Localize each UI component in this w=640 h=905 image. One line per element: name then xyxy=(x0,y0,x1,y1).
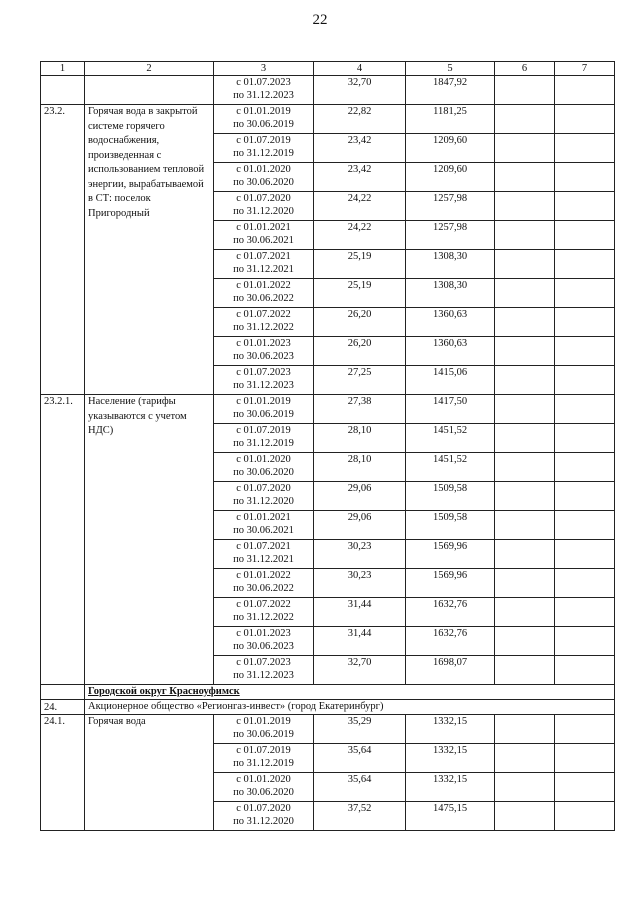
period-cell xyxy=(214,105,314,134)
period-cell xyxy=(214,569,314,598)
empty-cell xyxy=(495,279,555,308)
column-header: 3 xyxy=(214,62,314,76)
tariff-table xyxy=(40,61,615,831)
tariff-value: 1257,98 xyxy=(406,192,495,221)
tariff-value: 37,52 xyxy=(314,802,406,831)
tariff-value: 1257,98 xyxy=(406,221,495,250)
item-code: 23.2. xyxy=(41,105,85,395)
empty-cell xyxy=(495,598,555,627)
period-from: с 01.07.2022 xyxy=(236,309,291,320)
organization-row xyxy=(41,700,615,715)
empty-cell xyxy=(555,424,615,453)
tariff-value: 25,19 xyxy=(314,279,406,308)
column-header: 1 xyxy=(41,62,85,76)
period-from: с 01.01.2023 xyxy=(236,628,291,639)
period-cell xyxy=(214,221,314,250)
tariff-value: 1332,15 xyxy=(406,744,495,773)
empty-cell xyxy=(555,744,615,773)
period-from: с 01.07.2023 xyxy=(236,657,291,668)
tariff-value: 1308,30 xyxy=(406,250,495,279)
period-to: по 31.12.2022 xyxy=(233,322,294,333)
period-from: с 01.07.2021 xyxy=(236,251,291,262)
tariff-value: 1360,63 xyxy=(406,337,495,366)
period-cell xyxy=(214,598,314,627)
tariff-value: 26,20 xyxy=(314,337,406,366)
tariff-value: 1569,96 xyxy=(406,569,495,598)
period-cell xyxy=(214,337,314,366)
tariff-value: 1360,63 xyxy=(406,308,495,337)
period-to: по 31.12.2019 xyxy=(233,148,294,159)
tariff-value: 29,06 xyxy=(314,511,406,540)
tariff-value: 23,42 xyxy=(314,134,406,163)
item-name: Население (тарифы указываются с учетом НДС) xyxy=(85,395,214,685)
item-name: Горячая вода в закрытой системе горячего водоснабжения, произведенная с использованием тепловой энергии, вырабатываемой в СТ: поселок Пригородный xyxy=(85,105,214,395)
tariff-value: 32,70 xyxy=(314,656,406,685)
period-from: с 01.07.2020 xyxy=(236,803,291,814)
period-from: с 01.07.2022 xyxy=(236,599,291,610)
district-name: Городской округ Красноуфимск xyxy=(88,686,240,697)
period-to: по 30.06.2020 xyxy=(233,467,294,478)
tariff-value: 1509,58 xyxy=(406,482,495,511)
empty-cell xyxy=(495,308,555,337)
tariff-value: 25,19 xyxy=(314,250,406,279)
period-from: с 01.01.2023 xyxy=(236,338,291,349)
empty-cell xyxy=(555,250,615,279)
org-name: Акционерное общество «Регионгаз-инвест» (город Екатеринбург) xyxy=(85,700,615,715)
empty-cell xyxy=(555,105,615,134)
tariff-value: 28,10 xyxy=(314,424,406,453)
empty-cell xyxy=(495,773,555,802)
tariff-value: 35,64 xyxy=(314,773,406,802)
item-name xyxy=(85,76,214,105)
period-to: по 31.12.2019 xyxy=(233,438,294,449)
period-cell xyxy=(214,163,314,192)
column-number-row xyxy=(41,62,615,76)
period-to: по 30.06.2019 xyxy=(233,119,294,130)
period-from: с 01.01.2021 xyxy=(236,222,291,233)
empty-cell xyxy=(555,540,615,569)
tariff-value: 23,42 xyxy=(314,163,406,192)
period-cell xyxy=(214,192,314,221)
empty-cell xyxy=(555,627,615,656)
period-cell xyxy=(214,366,314,395)
tariff-value: 24,22 xyxy=(314,192,406,221)
empty-cell xyxy=(555,337,615,366)
empty-cell xyxy=(555,134,615,163)
column-header: 7 xyxy=(555,62,615,76)
empty-cell xyxy=(495,482,555,511)
empty-cell xyxy=(555,76,615,105)
table-row xyxy=(41,76,615,105)
empty-cell xyxy=(495,569,555,598)
period-cell xyxy=(214,656,314,685)
tariff-value: 1451,52 xyxy=(406,453,495,482)
period-cell xyxy=(214,627,314,656)
period-to: по 31.12.2020 xyxy=(233,206,294,217)
tariff-value: 22,82 xyxy=(314,105,406,134)
empty-cell xyxy=(555,802,615,831)
tariff-value: 35,29 xyxy=(314,715,406,744)
period-to: по 30.06.2023 xyxy=(233,351,294,362)
empty-cell xyxy=(495,337,555,366)
empty-cell xyxy=(495,424,555,453)
empty-cell xyxy=(555,511,615,540)
period-cell xyxy=(214,511,314,540)
period-to: по 31.12.2023 xyxy=(233,670,294,681)
period-cell xyxy=(214,715,314,744)
period-from: с 01.07.2020 xyxy=(236,193,291,204)
empty-cell xyxy=(495,540,555,569)
district-row xyxy=(41,685,615,700)
period-from: с 01.07.2019 xyxy=(236,425,291,436)
empty-cell xyxy=(555,773,615,802)
period-from: с 01.07.2020 xyxy=(236,483,291,494)
period-from: с 01.01.2022 xyxy=(236,280,291,291)
empty-cell xyxy=(555,395,615,424)
period-from: с 01.01.2020 xyxy=(236,454,291,465)
period-to: по 30.06.2019 xyxy=(233,409,294,420)
empty-cell xyxy=(495,221,555,250)
tariff-value: 1475,15 xyxy=(406,802,495,831)
period-from: с 01.07.2021 xyxy=(236,541,291,552)
tariff-value: 1209,60 xyxy=(406,163,495,192)
tariff-value: 1632,76 xyxy=(406,598,495,627)
period-from: с 01.01.2022 xyxy=(236,570,291,581)
period-cell xyxy=(214,802,314,831)
period-to: по 30.06.2023 xyxy=(233,641,294,652)
period-to: по 31.12.2020 xyxy=(233,816,294,827)
empty-cell xyxy=(41,685,85,700)
period-from: с 01.01.2020 xyxy=(236,774,291,785)
tariff-value: 24,22 xyxy=(314,221,406,250)
tariff-value: 27,25 xyxy=(314,366,406,395)
empty-cell xyxy=(495,802,555,831)
tariff-value: 32,70 xyxy=(314,76,406,105)
tariff-value: 29,06 xyxy=(314,482,406,511)
page-number: 22 xyxy=(312,12,328,28)
period-from: с 01.01.2019 xyxy=(236,106,291,117)
empty-cell xyxy=(555,598,615,627)
org-code: 24. xyxy=(41,700,85,715)
empty-cell xyxy=(495,250,555,279)
period-cell xyxy=(214,250,314,279)
period-to: по 30.06.2021 xyxy=(233,235,294,246)
period-cell xyxy=(214,279,314,308)
empty-cell xyxy=(495,627,555,656)
period-to: по 31.12.2020 xyxy=(233,496,294,507)
empty-cell xyxy=(495,105,555,134)
period-cell xyxy=(214,744,314,773)
tariff-value: 27,38 xyxy=(314,395,406,424)
period-from: с 01.01.2019 xyxy=(236,396,291,407)
period-to: по 31.12.2023 xyxy=(233,380,294,391)
empty-cell xyxy=(555,656,615,685)
period-cell xyxy=(214,308,314,337)
table-row xyxy=(41,395,615,424)
empty-cell xyxy=(495,76,555,105)
item-code: 24.1. xyxy=(41,715,85,831)
empty-cell xyxy=(555,308,615,337)
tariff-value: 1632,76 xyxy=(406,627,495,656)
tariff-value: 26,20 xyxy=(314,308,406,337)
empty-cell xyxy=(555,569,615,598)
empty-cell xyxy=(555,715,615,744)
district-heading xyxy=(85,685,615,700)
tariff-value: 31,44 xyxy=(314,627,406,656)
empty-cell xyxy=(555,163,615,192)
tariff-value: 1417,50 xyxy=(406,395,495,424)
period-to: по 31.12.2021 xyxy=(233,554,294,565)
empty-cell xyxy=(495,744,555,773)
empty-cell xyxy=(495,192,555,221)
tariff-value: 1332,15 xyxy=(406,773,495,802)
empty-cell xyxy=(495,656,555,685)
period-to: по 31.12.2021 xyxy=(233,264,294,275)
period-to: по 30.06.2022 xyxy=(233,583,294,594)
period-to: по 31.12.2019 xyxy=(233,758,294,769)
tariff-value: 31,44 xyxy=(314,598,406,627)
column-header: 2 xyxy=(85,62,214,76)
period-from: с 01.07.2019 xyxy=(236,135,291,146)
period-cell xyxy=(214,395,314,424)
tariff-value: 1509,58 xyxy=(406,511,495,540)
period-cell xyxy=(214,134,314,163)
period-to: по 30.06.2021 xyxy=(233,525,294,536)
period-from: с 01.07.2019 xyxy=(236,745,291,756)
empty-cell xyxy=(555,221,615,250)
tariff-value: 1698,07 xyxy=(406,656,495,685)
empty-cell xyxy=(555,482,615,511)
period-cell xyxy=(214,76,314,105)
period-to: по 30.06.2019 xyxy=(233,729,294,740)
period-cell xyxy=(214,540,314,569)
tariff-value: 28,10 xyxy=(314,453,406,482)
tariff-value: 35,64 xyxy=(314,744,406,773)
period-to: по 31.12.2022 xyxy=(233,612,294,623)
tariff-value: 1415,06 xyxy=(406,366,495,395)
period-cell xyxy=(214,453,314,482)
empty-cell xyxy=(495,453,555,482)
period-cell xyxy=(214,424,314,453)
tariff-value: 1308,30 xyxy=(406,279,495,308)
empty-cell xyxy=(555,366,615,395)
table-row xyxy=(41,715,615,744)
period-to: по 31.12.2023 xyxy=(233,90,294,101)
tariff-value: 30,23 xyxy=(314,569,406,598)
tariff-value: 30,23 xyxy=(314,540,406,569)
tariff-value: 1332,15 xyxy=(406,715,495,744)
period-from: с 01.07.2023 xyxy=(236,367,291,378)
column-header: 4 xyxy=(314,62,406,76)
item-code xyxy=(41,76,85,105)
tariff-value: 1569,96 xyxy=(406,540,495,569)
empty-cell xyxy=(555,453,615,482)
tariff-value: 1209,60 xyxy=(406,134,495,163)
period-to: по 30.06.2020 xyxy=(233,177,294,188)
empty-cell xyxy=(555,192,615,221)
period-from: с 01.01.2019 xyxy=(236,716,291,727)
item-name: Горячая вода xyxy=(85,715,214,831)
tariff-value: 1451,52 xyxy=(406,424,495,453)
column-header: 5 xyxy=(406,62,495,76)
empty-cell xyxy=(495,134,555,163)
period-to: по 30.06.2020 xyxy=(233,787,294,798)
empty-cell xyxy=(495,366,555,395)
empty-cell xyxy=(495,163,555,192)
table-row xyxy=(41,105,615,134)
empty-cell xyxy=(495,715,555,744)
period-cell xyxy=(214,773,314,802)
column-header: 6 xyxy=(495,62,555,76)
empty-cell xyxy=(495,511,555,540)
empty-cell xyxy=(555,279,615,308)
period-cell xyxy=(214,482,314,511)
period-from: с 01.01.2020 xyxy=(236,164,291,175)
item-code: 23.2.1. xyxy=(41,395,85,685)
period-from: с 01.07.2023 xyxy=(236,77,291,88)
period-to: по 30.06.2022 xyxy=(233,293,294,304)
period-from: с 01.01.2021 xyxy=(236,512,291,523)
tariff-value: 1181,25 xyxy=(406,105,495,134)
empty-cell xyxy=(495,395,555,424)
tariff-value: 1847,92 xyxy=(406,76,495,105)
